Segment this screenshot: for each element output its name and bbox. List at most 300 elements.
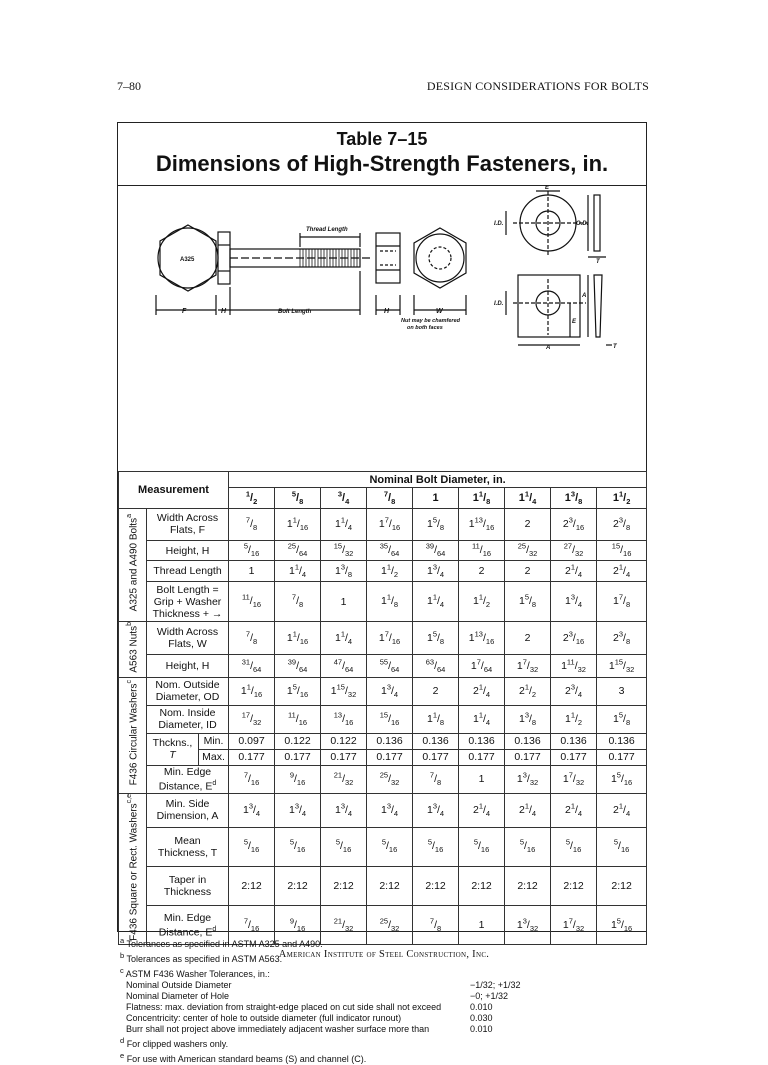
table-cell (597, 677, 647, 705)
fraction-value: 0.136 (560, 735, 587, 748)
fraction-value: $2^3/_{16}$ (562, 629, 585, 646)
fraction-value: $1^3/_4$ (334, 801, 353, 818)
table-cell (505, 677, 551, 705)
table-cell (597, 749, 647, 765)
table-cell (597, 866, 647, 905)
measure-label: Min. Edge Distance, $E^d$ (147, 906, 229, 945)
measure-label: Thread Length (147, 561, 229, 582)
table-row (119, 582, 647, 622)
fraction-value: $1^3/_8$ (518, 710, 537, 727)
h-label: H (221, 308, 227, 315)
tolerance-item: Nominal Outside Diameter −1/32; +1/32 (126, 980, 521, 990)
bolt-length-label: Bolt Length (278, 309, 312, 315)
table-cell (229, 622, 275, 655)
measure-label: Width Across Flats, W (147, 622, 229, 655)
table-row (119, 827, 647, 866)
table-cell (505, 655, 551, 678)
table-cell (459, 540, 505, 561)
fraction-value: $^{15}/_{16}$ (611, 541, 632, 559)
fraction-value: $2^1/_4$ (613, 562, 631, 580)
fraction-value: $1^{13}/_{16}$ (468, 515, 495, 533)
fraction-value: $1^1/_4$ (288, 562, 307, 580)
f-label: F (182, 308, 187, 315)
measure-label: Min. Edge Distance, $E^d$ (147, 765, 229, 793)
table-cell (597, 705, 647, 733)
fraction-value: $1^5/_{16}$ (286, 682, 309, 699)
fraction-value: 0.177 (238, 751, 265, 764)
fraction-value: $1^1/_8$ (426, 710, 445, 727)
fraction-value: $2^1/_4$ (472, 801, 491, 818)
fraction-value: 1 (340, 595, 347, 608)
fraction-value: $^{47}/_{64}$ (333, 657, 354, 674)
fraction-value: $1^1/_{16}$ (286, 515, 309, 533)
fraction-value: $^7/_8$ (383, 489, 396, 506)
table-head (119, 472, 647, 509)
table-cell (367, 733, 413, 749)
table-cell (229, 866, 275, 905)
t-label-bottom: T (613, 344, 617, 350)
fraction-value: $^7/_{16}$ (243, 770, 260, 787)
measure-label: Width Across Flats, F (147, 508, 229, 540)
fraction-value: $^{15}/_{32}$ (333, 541, 354, 559)
fraction-value: $^{25}/_{32}$ (379, 770, 400, 787)
table-cell (367, 765, 413, 793)
table-cell (275, 705, 321, 733)
table-cell (505, 561, 551, 582)
table-cell (367, 540, 413, 561)
diameter-7 (551, 488, 597, 509)
table-cell (551, 622, 597, 655)
table-cell (505, 582, 551, 622)
fraction-value: $1^1/_4$ (426, 592, 445, 610)
table-cell (229, 655, 275, 678)
table-cell (229, 705, 275, 733)
table-cell (275, 561, 321, 582)
fraction-value: $^5/_{16}$ (335, 837, 352, 855)
diameter-6 (505, 488, 551, 509)
table-cell (413, 866, 459, 905)
bolt-head-mark: A325 (180, 257, 195, 263)
fraction-value: $^5/_{16}$ (565, 837, 582, 855)
table-number: Table 7–15 (336, 129, 428, 149)
fraction-value: $^1/_2$ (245, 489, 258, 506)
fraction-value: $^{31}/_{64}$ (241, 657, 262, 674)
diameter-2 (321, 488, 367, 509)
fraction-value: 0.177 (330, 751, 357, 764)
fraction-value: $1^3/_4$ (426, 562, 445, 580)
fraction-value: 1 (478, 773, 485, 786)
fraction-value: $1^1/_{16}$ (240, 682, 263, 699)
table-cell (229, 561, 275, 582)
table-cell (275, 508, 321, 540)
fraction-value: $1^3/_4$ (426, 801, 445, 818)
fraction-value: $1^1/_4$ (472, 710, 491, 727)
fraction-value: $1^1/_2$ (612, 489, 631, 506)
h-label-nut: H (384, 308, 390, 315)
chamfer-note-2: on both faces (407, 325, 443, 331)
t-label-top: T (596, 259, 600, 265)
od-label: O.D. (576, 221, 589, 227)
fraction-value: $^{11}/_{16}$ (288, 710, 308, 727)
table-cell (551, 866, 597, 905)
table-cell (551, 733, 597, 749)
a-label: A (546, 345, 551, 351)
fraction-value: $^{25}/_{32}$ (517, 541, 538, 559)
measure-label: Height, H (147, 540, 229, 561)
fraction-value: 2 (524, 565, 531, 578)
note-e: $^e$ For use with American standard beams (S) and channel (C). (120, 1051, 367, 1064)
table-cell (597, 561, 647, 582)
fraction-value: $1^3/_{32}$ (516, 916, 539, 934)
table-cell (275, 866, 321, 905)
table-cell (229, 793, 275, 827)
table-cell (367, 705, 413, 733)
fraction-value: $1^1/_2$ (472, 592, 491, 610)
fraction-value: $^{25}/_{32}$ (379, 916, 400, 934)
table-cell (413, 749, 459, 765)
page-footer: American Institute of Steel Construction, Inc. (278, 949, 490, 960)
fraction-value: 0.177 (422, 751, 449, 764)
table-cell (229, 677, 275, 705)
table-cell (459, 749, 505, 765)
diameter-3 (367, 488, 413, 509)
table-cell (413, 827, 459, 866)
table-cell (597, 540, 647, 561)
table-cell (321, 540, 367, 561)
table-cell (321, 582, 367, 622)
fraction-value: 2:12 (379, 880, 400, 893)
fraction-value: $^{39}/_{64}$ (287, 657, 308, 674)
fraction-value: $^7/_8$ (291, 592, 304, 610)
fraction-value: $^{21}/_{32}$ (333, 770, 354, 787)
fraction-value: $2^1/_4$ (564, 801, 583, 818)
fraction-value: 0.136 (422, 735, 449, 748)
fraction-value: 2:12 (563, 880, 584, 893)
table-cell (505, 733, 551, 749)
table-cell (459, 765, 505, 793)
table-cell (413, 677, 459, 705)
fraction-value: $1^7/_{32}$ (516, 657, 539, 674)
table-cell (413, 705, 459, 733)
table-cell (597, 827, 647, 866)
fraction-value: $1^7/_8$ (613, 592, 631, 610)
e-label-bottom: E (572, 319, 577, 325)
fraction-value: $1^5/_8$ (518, 592, 537, 610)
fraction-value: 2:12 (241, 880, 262, 893)
measure-label: Nom. Outside Diameter, OD (147, 677, 229, 705)
fraction-value: 0.122 (284, 735, 311, 748)
table-cell (505, 540, 551, 561)
fraction-value: $^3/_4$ (337, 489, 350, 506)
table-cell (551, 827, 597, 866)
fraction-value: $^7/_8$ (245, 515, 258, 533)
fraction-value: $1^3/_4$ (242, 801, 261, 818)
fraction-value: $1^1/_2$ (380, 562, 399, 580)
fraction-value: $1^{15}/_{32}$ (608, 657, 635, 674)
fraction-value: $1^5/_8$ (426, 515, 445, 533)
table-cell (505, 827, 551, 866)
fraction-value: $1^3/_4$ (380, 682, 399, 699)
fraction-value: $1^7/_{32}$ (562, 770, 585, 787)
table-row (119, 508, 647, 540)
table-cell (597, 655, 647, 678)
table-cell (321, 827, 367, 866)
table-cell (275, 793, 321, 827)
table-row (119, 677, 647, 705)
fraction-value: 0.177 (514, 751, 541, 764)
group-label: F436 Circular Washers$^c$ (119, 677, 147, 793)
fraction-value: $1^1/_4$ (334, 515, 353, 533)
fraction-value: 2 (524, 518, 531, 531)
fraction-value: 3 (618, 685, 625, 698)
fraction-value: 0.136 (608, 735, 635, 748)
fraction-value: $1^7/_{16}$ (378, 515, 401, 533)
table-cell (551, 508, 597, 540)
table-cell (321, 866, 367, 905)
table-cell (413, 622, 459, 655)
table-body (119, 508, 647, 945)
table-cell (275, 540, 321, 561)
fraction-value: $2^3/_8$ (613, 629, 631, 646)
group-label: A563 Nuts$^b$ (119, 622, 147, 678)
fraction-value: $1^7/_{16}$ (378, 629, 401, 646)
fraction-value: $1^3/_8$ (334, 562, 353, 580)
table-row (119, 561, 647, 582)
page-number: 7–80 (117, 79, 141, 93)
table-cell (551, 655, 597, 678)
w-label: W (436, 308, 443, 315)
a-label-side: A (582, 293, 587, 299)
square-washer-side (594, 275, 602, 337)
table-row (119, 749, 647, 765)
fraction-value: 2:12 (333, 880, 354, 893)
measurement-header: Measurement (119, 472, 229, 509)
table-cell (413, 561, 459, 582)
e-label-top: E (545, 185, 550, 191)
fraction-value: $2^1/_4$ (472, 682, 491, 699)
fraction-value: $^7/_{16}$ (243, 916, 260, 934)
table-cell (367, 749, 413, 765)
table-cell (321, 561, 367, 582)
fraction-value: $^{27}/_{32}$ (563, 541, 584, 559)
table-cell (413, 793, 459, 827)
fraction-value: $^7/_8$ (245, 629, 258, 646)
table-cell (551, 540, 597, 561)
table-cell (321, 749, 367, 765)
tolerance-list (120, 980, 521, 1035)
fraction-value: $^{55}/_{64}$ (379, 657, 400, 674)
table-cell (459, 508, 505, 540)
table-cell (275, 765, 321, 793)
measure-label: Max. (199, 749, 229, 765)
table-cell (551, 793, 597, 827)
table-cell (505, 765, 551, 793)
fraction-value: 2:12 (517, 880, 538, 893)
fraction-value: $^{21}/_{32}$ (333, 916, 354, 934)
fraction-value: $2^1/_4$ (613, 801, 631, 818)
fraction-value: $^5/_{16}$ (289, 837, 306, 855)
group-label: A325 and A490 Bolts$^a$ (119, 508, 147, 621)
table-cell (597, 793, 647, 827)
fraction-value: 1 (248, 565, 255, 578)
fraction-value: $^{25}/_{64}$ (287, 541, 308, 559)
fastener-figure (118, 185, 646, 472)
fraction-value: $2^3/_8$ (613, 515, 631, 533)
tolerance-item: Concentricity: center of hole to outside diameter (full indicator runout) 0.030 (126, 1013, 493, 1023)
fraction-value: $^{63}/_{64}$ (425, 657, 446, 674)
fraction-value: $1^3/_4$ (564, 592, 583, 610)
table-cell (321, 622, 367, 655)
table-title: Dimensions of High-Strength Fasteners, in. (155, 151, 609, 176)
group-label: F436 Square or Rect. Washers$^{c,e}$ (119, 793, 147, 945)
table-cell (229, 733, 275, 749)
table-row (119, 793, 647, 827)
table-cell (413, 655, 459, 678)
fraction-value: $1^1/_8$ (380, 592, 399, 610)
table-cell (413, 733, 459, 749)
tolerance-item: Burr shall not project above immediately adjacent washer surface more than 0.010 (126, 1024, 493, 1034)
table-cell (275, 677, 321, 705)
table-cell (413, 765, 459, 793)
tolerance-item: Nominal Diameter of Hole −0; +1/32 (126, 991, 509, 1001)
fraction-value: 0.136 (376, 735, 403, 748)
table-cell (321, 655, 367, 678)
table-row (119, 866, 647, 905)
table-cell (413, 540, 459, 561)
table-cell (597, 765, 647, 793)
table-cell (275, 827, 321, 866)
fraction-value: $^{39}/_{64}$ (425, 541, 446, 559)
table-cell (597, 906, 647, 945)
fraction-value: $1^5/_{16}$ (610, 770, 633, 787)
id-label-top: I.D. (494, 221, 504, 227)
table-cell (551, 677, 597, 705)
fraction-value: $^{13}/_{16}$ (333, 710, 354, 727)
table-row (119, 540, 647, 561)
table-cell (229, 540, 275, 561)
table-cell (597, 582, 647, 622)
fraction-value: $1^5/_8$ (426, 629, 445, 646)
table-cell (275, 622, 321, 655)
fraction-value: 0.177 (468, 751, 495, 764)
fraction-value: $1^{11}/_{32}$ (561, 657, 586, 674)
table-cell (413, 508, 459, 540)
table-cell (459, 705, 505, 733)
measure-label: Nom. Inside Diameter, ID (147, 705, 229, 733)
table-cell (229, 765, 275, 793)
table-cell (275, 749, 321, 765)
table-cell (367, 561, 413, 582)
table-cell (459, 561, 505, 582)
measure-label: Min. (199, 733, 229, 749)
table-cell (505, 749, 551, 765)
table-row (119, 655, 647, 678)
measure-label: Taper in Thickness (147, 866, 229, 905)
nut-side (376, 233, 400, 283)
fraction-value: $2^3/_{16}$ (562, 515, 585, 533)
fraction-value: $1^3/_4$ (288, 801, 307, 818)
table-cell (367, 827, 413, 866)
bolt-head-side (218, 232, 230, 284)
fraction-value: $1^7/_{64}$ (470, 657, 493, 674)
table-cell (505, 793, 551, 827)
note-a: $^a$ Tolerances as specified in ASTM A325 and A490. (120, 936, 323, 949)
fraction-value: 2:12 (287, 880, 308, 893)
fraction-value: $^{35}/_{64}$ (379, 541, 400, 559)
table-cell (321, 765, 367, 793)
id-label-bottom: I.D. (494, 301, 504, 307)
diameter-8 (597, 488, 647, 509)
fraction-value: 0.136 (514, 735, 541, 748)
table-cell (367, 677, 413, 705)
note-d: $^d$ For clipped washers only. (120, 1036, 229, 1049)
table-cell (551, 561, 597, 582)
chamfer-note-1: Nut may be chamfered (401, 318, 460, 324)
fraction-value: $^{11}/_{16}$ (472, 541, 492, 559)
fraction-value: $^5/_{16}$ (243, 541, 260, 559)
table-cell (597, 508, 647, 540)
tolerance-item: Flatness: max. deviation from straight-edge placed on cut side shall not exceed 0.010 (126, 1002, 493, 1012)
fraction-value: $2^1/_4$ (518, 801, 537, 818)
fraction-value: $1^5/_{16}$ (610, 916, 633, 934)
table-cell (505, 622, 551, 655)
table-row (119, 733, 647, 749)
measure-label: Min. Side Dimension, A (147, 793, 229, 827)
fraction-value: $^{11}/_{16}$ (242, 592, 262, 610)
table-cell (505, 705, 551, 733)
table-cell (551, 582, 597, 622)
table-cell (275, 733, 321, 749)
fraction-value: 2 (432, 685, 439, 698)
fraction-value: $2^1/_2$ (518, 682, 537, 699)
fraction-value: $2^1/_4$ (564, 562, 583, 580)
fraction-value: $^5/_{16}$ (381, 837, 398, 855)
diameter-5 (459, 488, 505, 509)
fastener-drawing (118, 185, 646, 471)
table-cell (459, 827, 505, 866)
table-cell (321, 733, 367, 749)
table-cell (459, 866, 505, 905)
running-title: DESIGN CONSIDERATIONS FOR BOLTS (426, 79, 649, 93)
table-cell (413, 582, 459, 622)
measure-label: Height, H (147, 655, 229, 678)
fraction-value: 0.097 (238, 735, 265, 748)
table-cell (275, 582, 321, 622)
fraction-value: $1^1/_8$ (472, 489, 491, 506)
fraction-value: $1^1/_4$ (518, 489, 537, 506)
table-cell (275, 655, 321, 678)
table-cell (505, 866, 551, 905)
fraction-value: $^5/_{16}$ (613, 837, 630, 855)
fraction-value: $^9/_{16}$ (289, 916, 306, 934)
fraction-value: 2:12 (611, 880, 632, 893)
table-cell (459, 793, 505, 827)
note-c: $^c$ ASTM F436 Washer Tolerances, in.: (120, 966, 270, 979)
table-cell (551, 765, 597, 793)
table-cell (459, 677, 505, 705)
table-cell (459, 733, 505, 749)
fraction-value: $^9/_{16}$ (289, 770, 306, 787)
table-cell (367, 582, 413, 622)
fraction-value: 1 (432, 491, 439, 504)
table-row (119, 622, 647, 655)
table-cell (321, 705, 367, 733)
fraction-value: $1^3/_4$ (380, 801, 399, 818)
table-cell (367, 508, 413, 540)
table-cell (505, 508, 551, 540)
fraction-value: $1^1/_4$ (334, 629, 353, 646)
fraction-value: 2:12 (471, 880, 492, 893)
